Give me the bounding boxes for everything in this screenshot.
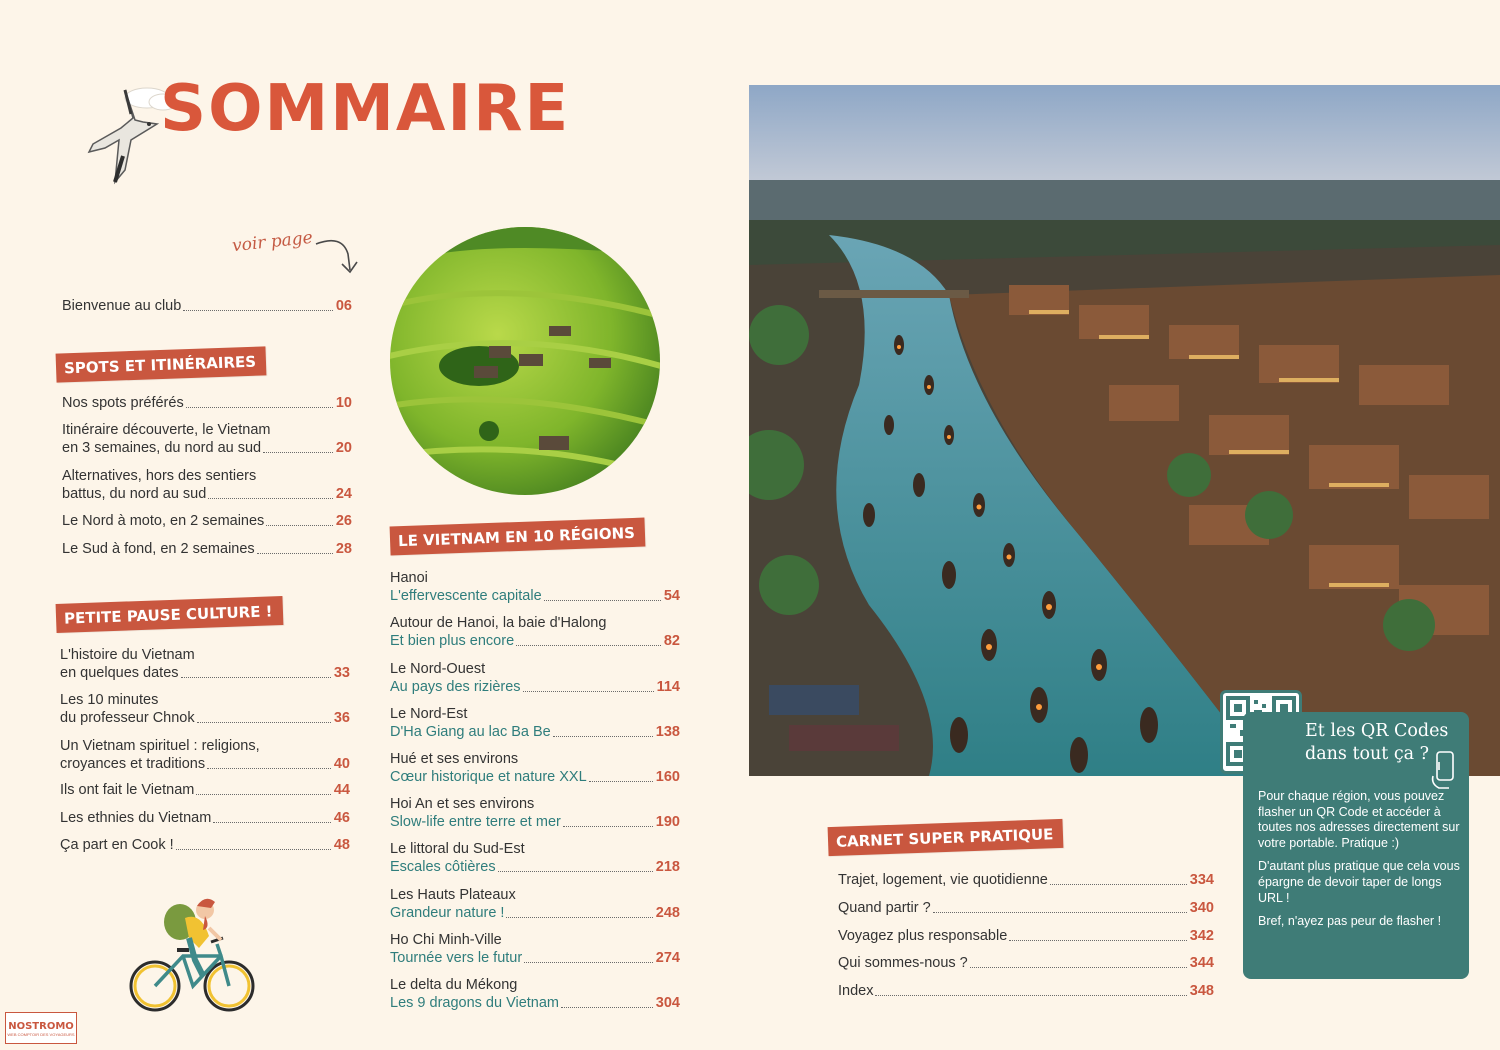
toc-entry-title: Bienvenue au club	[62, 298, 182, 314]
toc-entry-bienvenue[interactable]	[62, 297, 352, 315]
leader-dots	[563, 826, 653, 827]
voir-page-label: voir page	[231, 227, 314, 257]
region-name: Le Nord-Est	[390, 706, 468, 722]
toc-entry[interactable]	[838, 982, 1214, 1000]
region-subtitle: Et bien plus encore	[390, 633, 515, 649]
qr-paragraph-3: Bref, n'ayez pas peur de flasher !	[1258, 914, 1442, 929]
region-subtitle: L'effervescente capitale	[390, 588, 542, 604]
region-subtitle: D'Ha Giang au lac Ba Be	[390, 724, 551, 740]
toc-entry-title: Le Sud à fond, en 2 semaines	[62, 541, 255, 557]
toc-entry[interactable]	[62, 421, 352, 457]
logo-tagline: WEB COMPTOIR DES VOYAGEURS	[7, 1032, 75, 1037]
leader-dots	[933, 912, 1187, 913]
phone-tap-icon	[1429, 750, 1459, 790]
toc-entry-region[interactable]	[390, 886, 680, 922]
qr-paragraph-1: Pour chaque région, vous pouvez flasher un QR Code et accéder à toutes nos adresses directement sur votre portable. Pratique :)	[1258, 789, 1460, 850]
toc-entry[interactable]	[62, 540, 352, 558]
logo-name: NOSTROMO	[8, 1021, 74, 1032]
toc-entry-title-line2: en 3 semaines, du nord au sud	[62, 440, 262, 456]
region-subtitle: Au pays des rizières	[390, 679, 521, 695]
toc-entry-region[interactable]	[390, 705, 680, 741]
toc-page-number: 82	[663, 633, 680, 649]
toc-page-number: 46	[333, 810, 350, 826]
toc-entry-region[interactable]	[390, 660, 680, 696]
leader-dots	[553, 736, 653, 737]
toc-entry-title: Voyagez plus responsable	[838, 928, 1008, 944]
toc-entry-region[interactable]	[390, 750, 680, 786]
qr-description	[1258, 789, 1463, 938]
region-name: Autour de Hanoi, la baie d'Halong	[390, 615, 607, 631]
toc-entry-region[interactable]	[390, 840, 680, 876]
toc-entry-region[interactable]	[390, 569, 680, 605]
toc-page-number: 28	[335, 541, 352, 557]
toc-entry[interactable]	[838, 871, 1214, 889]
toc-entry-title: Quand partir ?	[838, 900, 931, 916]
toc-entry[interactable]	[838, 927, 1214, 945]
region-name: Ho Chi Minh-Ville	[390, 932, 502, 948]
toc-entry-title: Ça part en Cook !	[60, 837, 174, 853]
region-name: Hué et ses environs	[390, 751, 519, 767]
toc-page-number: 304	[655, 995, 680, 1011]
leader-dots	[561, 1007, 653, 1008]
toc-entry-title-line2: battus, du nord au sud	[62, 486, 207, 502]
toc-page-number: 274	[655, 950, 680, 966]
toc-entry[interactable]	[62, 512, 352, 530]
leader-dots	[506, 917, 652, 918]
leader-dots	[523, 691, 654, 692]
toc-entry-region[interactable]	[390, 795, 680, 831]
leader-dots	[516, 645, 661, 646]
toc-page-number: 114	[656, 679, 680, 695]
leader-dots	[1009, 940, 1187, 941]
toc-entry[interactable]	[60, 737, 350, 773]
region-subtitle: Les 9 dragons du Vietnam	[390, 995, 560, 1011]
qr-heading-line1: Et les QR Codes	[1305, 721, 1449, 741]
toc-entry[interactable]	[60, 781, 350, 799]
toc-entry-title: Alternatives, hors des sentiers	[62, 468, 257, 484]
leader-dots	[1050, 884, 1187, 885]
leader-dots	[524, 962, 653, 963]
region-subtitle: Slow-life entre terre et mer	[390, 814, 561, 830]
toc-page-number: 344	[1189, 955, 1214, 971]
toc-entry[interactable]	[60, 646, 350, 682]
region-name: Hoi An et ses environs	[390, 796, 535, 812]
toc-entry-title: Les 10 minutes	[60, 692, 159, 708]
qr-paragraph-2: D'autant plus pratique que cela vous épargne de devoir taper de longs URL !	[1258, 859, 1460, 905]
leader-dots	[257, 553, 333, 554]
leader-dots	[207, 768, 331, 769]
toc-page-number: 40	[333, 756, 350, 772]
leader-dots	[183, 310, 333, 311]
leader-dots	[176, 849, 331, 850]
leader-dots	[970, 967, 1187, 968]
hoi-an-river-photo	[749, 85, 1500, 776]
toc-page-number: 218	[655, 859, 680, 875]
toc-entry-region[interactable]	[390, 976, 680, 1012]
section-heading-carnet: CARNET SUPER PRATIQUE	[828, 819, 1064, 856]
leader-dots	[544, 600, 661, 601]
toc-entry[interactable]	[60, 809, 350, 827]
leader-dots	[263, 452, 333, 453]
region-name: Le Nord-Ouest	[390, 661, 486, 677]
toc-page-number: 06	[335, 298, 352, 314]
toc-entry[interactable]	[60, 836, 350, 854]
arrow-down-icon	[312, 234, 362, 276]
region-name: Les Hauts Plateaux	[390, 887, 516, 903]
toc-entry-title-line2: croyances et traditions	[60, 756, 206, 772]
toc-entry-title: Le Nord à moto, en 2 semaines	[62, 513, 265, 529]
toc-page-number: 342	[1189, 928, 1214, 944]
toc-entry-title: Ils ont fait le Vietnam	[60, 782, 195, 798]
section-heading-spots: SPOTS ET ITINÉRAIRES	[56, 346, 267, 382]
nostromo-logo	[5, 1012, 77, 1044]
toc-page-number: 36	[333, 710, 350, 726]
toc-entry[interactable]	[62, 467, 352, 503]
region-subtitle: Grandeur nature !	[390, 905, 505, 921]
toc-page-number: 24	[335, 486, 352, 502]
leader-dots	[181, 677, 331, 678]
region-name: Le littoral du Sud-Est	[390, 841, 525, 857]
toc-entry-title: Trajet, logement, vie quotidienne	[838, 872, 1048, 888]
toc-entry-title: Qui sommes-nous ?	[838, 955, 968, 971]
leader-dots	[208, 498, 333, 499]
toc-entry[interactable]	[838, 899, 1214, 917]
region-subtitle: Cœur historique et nature XXL	[390, 769, 587, 785]
cyclist-illustration	[125, 888, 260, 1020]
leader-dots	[186, 407, 333, 408]
leader-dots	[196, 794, 331, 795]
toc-page-number: 33	[333, 665, 350, 681]
toc-page-number: 26	[335, 513, 352, 529]
section-heading-culture: PETITE PAUSE CULTURE !	[56, 596, 283, 633]
toc-entry-title: Les ethnies du Vietnam	[60, 810, 212, 826]
toc-page-number: 190	[655, 814, 680, 830]
region-subtitle: Tournée vers le futur	[390, 950, 523, 966]
toc-entry-region[interactable]	[390, 931, 680, 967]
region-name: Hanoi	[390, 570, 428, 586]
toc-entry-title: Index	[838, 983, 874, 999]
toc-entry-title-line2: du professeur Chnok	[60, 710, 195, 726]
toc-entry-region[interactable]	[390, 614, 680, 650]
toc-page-number: 248	[655, 905, 680, 921]
qr-info-box	[1243, 712, 1469, 979]
region-name: Le delta du Mékong	[390, 977, 518, 993]
rice-terraces-photo	[389, 226, 661, 496]
leader-dots	[589, 781, 653, 782]
leader-dots	[213, 822, 331, 823]
toc-page-number: 348	[1189, 983, 1214, 999]
toc-entry[interactable]	[62, 394, 352, 412]
leader-dots	[266, 525, 333, 526]
toc-entry[interactable]	[60, 691, 350, 727]
toc-entry-title-line2: en quelques dates	[60, 665, 179, 681]
toc-page-number: 10	[335, 395, 352, 411]
page-title: SOMMAIRE	[160, 72, 571, 146]
leader-dots	[197, 722, 331, 723]
toc-entry-title: Itinéraire découverte, le Vietnam	[62, 422, 271, 438]
toc-entry-title: Nos spots préférés	[62, 395, 184, 411]
leader-dots	[875, 995, 1186, 996]
toc-page-number: 48	[333, 837, 350, 853]
toc-entry[interactable]	[838, 954, 1214, 972]
toc-page-number: 138	[655, 724, 680, 740]
toc-page-number: 54	[663, 588, 680, 604]
region-subtitle: Escales côtières	[390, 859, 496, 875]
toc-entry-title: L'histoire du Vietnam	[60, 647, 195, 663]
toc-page-number: 20	[335, 440, 352, 456]
toc-page-number: 334	[1189, 872, 1214, 888]
toc-page-number: 44	[333, 782, 350, 798]
toc-page-number: 160	[655, 769, 680, 785]
toc-entry-title: Un Vietnam spirituel : religions,	[60, 738, 260, 754]
qr-heading-line2: dans tout ça ?	[1305, 744, 1430, 764]
section-heading-regions: LE VIETNAM EN 10 RÉGIONS	[390, 518, 646, 556]
toc-page-number: 340	[1189, 900, 1214, 916]
leader-dots	[498, 871, 653, 872]
